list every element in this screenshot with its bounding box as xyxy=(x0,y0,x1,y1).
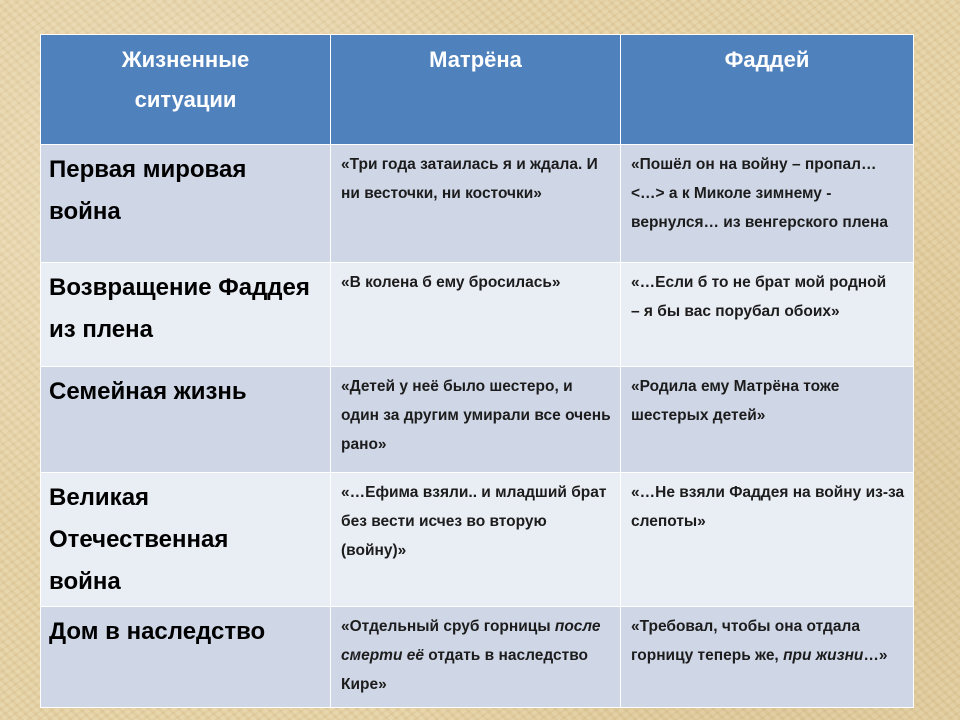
header-faddey: Фаддей xyxy=(621,35,914,145)
quote-text: отдать в наследство Кире» xyxy=(341,647,588,693)
comparison-table xyxy=(40,34,914,708)
table-row xyxy=(41,145,914,263)
faddey-cell: «…Не взяли Фаддея на войну из-за слепоты» xyxy=(621,473,914,607)
situation-cell: Дом в наследство xyxy=(41,607,331,708)
table-row xyxy=(41,367,914,473)
header-situations: Жизненные ситуации xyxy=(41,35,331,145)
matryona-cell: «Три года затаилась я и ждала. И ни весточки, ни косточки» xyxy=(331,145,621,263)
faddey-cell: «Родила ему Матрёна тоже шестерых детей» xyxy=(621,367,914,473)
table-row xyxy=(41,607,914,708)
quote-text: …» xyxy=(863,647,888,664)
matryona-cell xyxy=(331,607,621,708)
matryona-cell: «В колена б ему бросилась» xyxy=(331,263,621,367)
situation-cell: Первая мировая война xyxy=(41,145,331,263)
header-row xyxy=(41,35,914,145)
situation-cell: Семейная жизнь xyxy=(41,367,331,473)
quote-italic-text: при жизни xyxy=(783,647,864,664)
situation-cell: Возвращение Фаддея из плена xyxy=(41,263,331,367)
matryona-cell: «…Ефима взяли.. и младший брат без вести исчез во вторую (войну)» xyxy=(331,473,621,607)
faddey-cell xyxy=(621,607,914,708)
header-matryona: Матрёна xyxy=(331,35,621,145)
quote-text: «Требовал, чтобы она отдала горницу теперь же, xyxy=(631,618,860,664)
faddey-cell: «Пошёл он на войну – пропал…<…> а к Миколе зимнему - вернулся… из венгерского плена xyxy=(621,145,914,263)
faddey-cell: «…Если б то не брат мой родной – я бы вас порубал обоих» xyxy=(621,263,914,367)
quote-text: «Отдельный сруб горницы xyxy=(341,618,555,635)
situation-cell: Великая Отечественная война xyxy=(41,473,331,607)
quote-italic-text: после смерти её xyxy=(341,618,601,664)
table-row xyxy=(41,473,914,607)
matryona-cell: «Детей у неё было шестеро, и один за другим умирали все очень рано» xyxy=(331,367,621,473)
table-row xyxy=(41,263,914,367)
